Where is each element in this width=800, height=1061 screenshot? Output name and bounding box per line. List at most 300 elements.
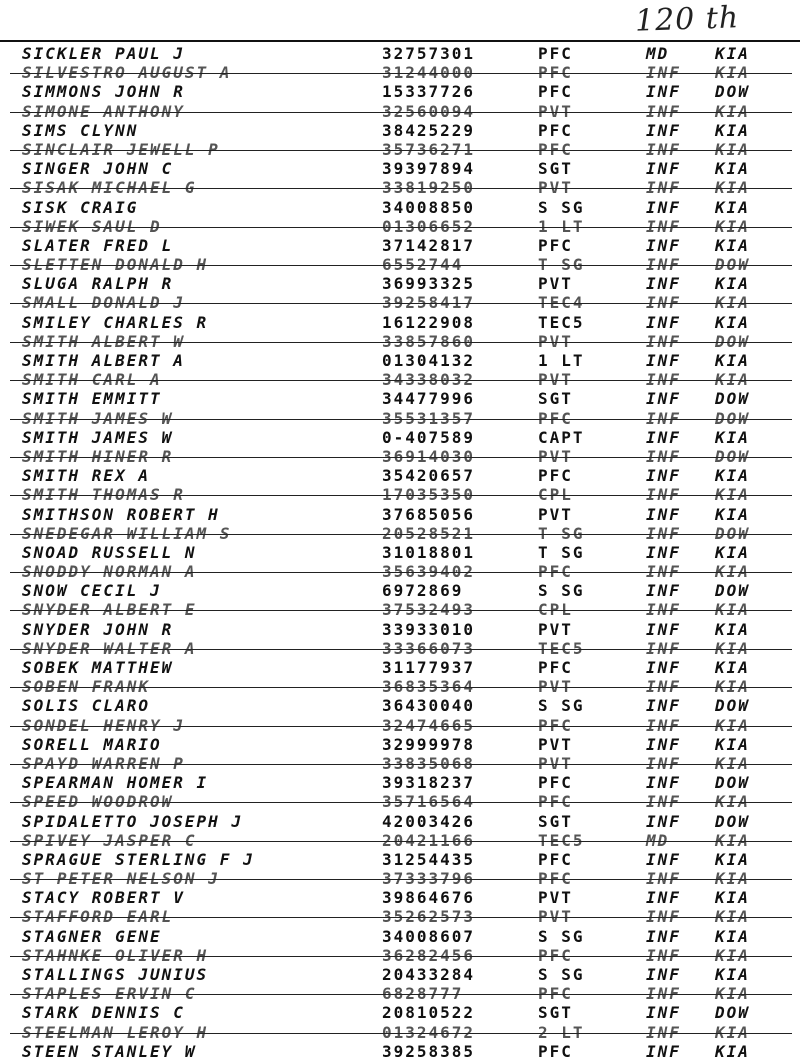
- serial-number: 36993325: [382, 274, 476, 294]
- branch-code: INF: [646, 255, 681, 275]
- casualty-status: KIA: [715, 504, 750, 524]
- soldier-name: STEEN STANLEY W: [22, 1041, 197, 1061]
- roster-row: [0, 255, 800, 274]
- roster-row: [0, 984, 800, 1003]
- rank: PFC: [538, 658, 573, 677]
- branch-code: INF: [646, 619, 681, 639]
- roster-row: [0, 63, 800, 82]
- rank: S SG: [538, 965, 585, 984]
- serial-number: 39864676: [382, 888, 476, 908]
- branch-code: INF: [646, 63, 681, 83]
- branch-code: INF: [646, 1041, 681, 1061]
- branch-code: INF: [646, 715, 681, 735]
- casualty-status: DOW: [715, 811, 750, 831]
- soldier-name: STEELMAN LEROY H: [22, 1022, 209, 1042]
- serial-number: 32757301: [382, 44, 476, 63]
- roster-row: [0, 639, 800, 658]
- branch-code: INF: [646, 888, 681, 908]
- casualty-status: KIA: [715, 120, 750, 140]
- serial-number: 35716564: [382, 792, 476, 812]
- casualty-status: KIA: [715, 370, 750, 390]
- rank: SGT: [538, 159, 573, 179]
- casualty-status: KIA: [715, 139, 750, 159]
- branch-code: INF: [646, 312, 681, 332]
- soldier-name: SINGER JOHN C: [22, 159, 174, 179]
- branch-code: INF: [646, 389, 681, 409]
- rank: PFC: [538, 63, 573, 83]
- rank: 1 LT: [538, 216, 585, 236]
- roster-row: [0, 82, 800, 101]
- serial-number: 34008850: [382, 197, 476, 217]
- soldier-name: SISAK MICHAEL G: [22, 178, 197, 198]
- roster-row: [0, 907, 800, 926]
- rank: PFC: [538, 408, 573, 428]
- branch-code: INF: [646, 370, 681, 390]
- roster-row: [0, 293, 800, 312]
- rank: TEC5: [538, 830, 585, 850]
- roster-row: [0, 543, 800, 562]
- roster-row: [0, 236, 800, 255]
- roster-row: [0, 773, 800, 792]
- rank: PFC: [538, 235, 573, 255]
- casualty-status: KIA: [715, 907, 750, 927]
- serial-number: 38425229: [382, 120, 476, 140]
- branch-code: INF: [646, 945, 681, 965]
- branch-code: INF: [646, 139, 681, 159]
- branch-code: INF: [646, 351, 681, 370]
- serial-number: 42003426: [382, 811, 476, 831]
- soldier-name: SILVESTRO AUGUST A: [22, 63, 232, 83]
- casualty-status: KIA: [715, 562, 750, 582]
- roster-row: [0, 581, 800, 600]
- casualty-status: KIA: [715, 619, 750, 639]
- soldier-name: SIMONE ANTHONY: [22, 101, 185, 121]
- rank: PVT: [538, 331, 573, 351]
- branch-code: INF: [646, 696, 681, 716]
- serial-number: 34008607: [382, 926, 476, 946]
- casualty-roster: [0, 44, 800, 1061]
- branch-code: INF: [646, 178, 681, 198]
- soldier-name: SNYDER WALTER A: [22, 638, 197, 658]
- serial-number: 6972869: [382, 581, 464, 601]
- casualty-status: KIA: [715, 542, 750, 562]
- roster-row: [0, 178, 800, 197]
- casualty-status: KIA: [715, 216, 750, 236]
- roster-row: [0, 389, 800, 408]
- casualty-status: DOW: [715, 581, 750, 601]
- branch-code: INF: [646, 446, 681, 466]
- branch-code: INF: [646, 293, 681, 313]
- roster-row: [0, 102, 800, 121]
- casualty-status: DOW: [715, 773, 750, 793]
- rank: SGT: [538, 389, 573, 409]
- rank: PVT: [538, 619, 573, 639]
- roster-row: [0, 198, 800, 217]
- casualty-status: KIA: [715, 427, 750, 447]
- serial-number: 31177937: [382, 658, 476, 677]
- roster-row: [0, 447, 800, 466]
- roster-row: [0, 1042, 800, 1061]
- soldier-name: SMALL DONALD J: [22, 293, 185, 313]
- roster-row: [0, 313, 800, 332]
- branch-code: INF: [646, 792, 681, 812]
- roster-row: [0, 409, 800, 428]
- casualty-status: KIA: [715, 63, 750, 83]
- rank: PFC: [538, 44, 573, 63]
- rank: SGT: [538, 1003, 573, 1023]
- rank: PVT: [538, 101, 573, 121]
- serial-number: 37685056: [382, 504, 476, 524]
- serial-number: 6828777: [382, 984, 464, 1004]
- soldier-name: SPRAGUE STERLING F J: [22, 849, 255, 869]
- soldier-name: SMITH REX A: [22, 466, 150, 486]
- soldier-name: SPAYD WARREN P: [22, 753, 185, 773]
- rank: PFC: [538, 562, 573, 582]
- branch-code: INF: [646, 542, 681, 562]
- roster-row: [0, 946, 800, 965]
- soldier-name: SPIDALETTO JOSEPH J: [22, 811, 244, 831]
- rank: PFC: [538, 792, 573, 812]
- roster-row: [0, 850, 800, 869]
- rank: PVT: [538, 734, 573, 754]
- rank: PFC: [538, 139, 573, 159]
- serial-number: 33835068: [382, 753, 476, 773]
- soldier-name: SLATER FRED L: [22, 235, 174, 255]
- roster-row: [0, 121, 800, 140]
- serial-number: 35262573: [382, 907, 476, 927]
- branch-code: INF: [646, 562, 681, 582]
- casualty-status: KIA: [715, 485, 750, 505]
- roster-row: [0, 831, 800, 850]
- serial-number: 20421166: [382, 830, 476, 850]
- soldier-name: SPEARMAN HOMER I: [22, 773, 209, 793]
- soldier-name: SOBEN FRANK: [22, 677, 150, 697]
- serial-number: 15337726: [382, 82, 476, 102]
- rank: T SG: [538, 255, 585, 275]
- branch-code: INF: [646, 849, 681, 869]
- serial-number: 36282456: [382, 945, 476, 965]
- rank: PFC: [538, 120, 573, 140]
- serial-number: 35420657: [382, 466, 476, 486]
- soldier-name: STAHNKE OLIVER H: [22, 945, 209, 965]
- rank: S SG: [538, 696, 585, 716]
- rank: CPL: [538, 600, 573, 620]
- serial-number: 20810522: [382, 1003, 476, 1023]
- casualty-status: KIA: [715, 792, 750, 812]
- page-header: [0, 0, 800, 44]
- serial-number: 36835364: [382, 677, 476, 697]
- branch-code: INF: [646, 331, 681, 351]
- roster-row: [0, 274, 800, 293]
- serial-number: 39318237: [382, 773, 476, 793]
- soldier-name: SMITH ALBERT W: [22, 331, 185, 351]
- serial-number: 33819250: [382, 178, 476, 198]
- casualty-status: KIA: [715, 178, 750, 198]
- roster-row: [0, 159, 800, 178]
- branch-code: INF: [646, 427, 681, 447]
- branch-code: INF: [646, 235, 681, 255]
- soldier-name: STACY ROBERT V: [22, 888, 185, 908]
- serial-number: 6552744: [382, 255, 464, 275]
- branch-code: INF: [646, 485, 681, 505]
- rank: TEC5: [538, 312, 585, 332]
- rank: 2 LT: [538, 1022, 585, 1042]
- casualty-status: KIA: [715, 197, 750, 217]
- roster-row: [0, 466, 800, 485]
- rank: PVT: [538, 888, 573, 908]
- roster-row: [0, 1003, 800, 1022]
- casualty-status: DOW: [715, 446, 750, 466]
- rank: S SG: [538, 197, 585, 217]
- serial-number: 37142817: [382, 235, 476, 255]
- soldier-name: SMITH JAMES W: [22, 408, 174, 428]
- serial-number: 31244000: [382, 63, 476, 83]
- soldier-name: SPIVEY JASPER C: [22, 830, 197, 850]
- branch-code: INF: [646, 1003, 681, 1023]
- roster-row: [0, 524, 800, 543]
- rank: 1 LT: [538, 351, 585, 370]
- serial-number: 33366073: [382, 638, 476, 658]
- serial-number: 01304132: [382, 351, 476, 370]
- rank: PFC: [538, 466, 573, 486]
- rank: PFC: [538, 773, 573, 793]
- casualty-status: KIA: [715, 869, 750, 889]
- casualty-status: DOW: [715, 331, 750, 351]
- soldier-name: SLUGA RALPH R: [22, 274, 174, 294]
- roster-row: [0, 927, 800, 946]
- casualty-status: KIA: [715, 466, 750, 486]
- rank: PVT: [538, 274, 573, 294]
- soldier-name: SLETTEN DONALD H: [22, 255, 209, 275]
- roster-row: [0, 600, 800, 619]
- branch-code: INF: [646, 926, 681, 946]
- branch-code: INF: [646, 984, 681, 1004]
- branch-code: INF: [646, 1022, 681, 1042]
- serial-number: 17035350: [382, 485, 476, 505]
- casualty-status: KIA: [715, 945, 750, 965]
- rank: PFC: [538, 869, 573, 889]
- casualty-status: KIA: [715, 715, 750, 735]
- soldier-name: STARK DENNIS C: [22, 1003, 185, 1023]
- rank: PFC: [538, 984, 573, 1004]
- roster-row: [0, 658, 800, 677]
- serial-number: 37532493: [382, 600, 476, 620]
- serial-number: 32560094: [382, 101, 476, 121]
- serial-number: 34477996: [382, 389, 476, 409]
- rank: PFC: [538, 1041, 573, 1061]
- rank: T SG: [538, 523, 585, 543]
- branch-code: INF: [646, 274, 681, 294]
- soldier-name: SIWEK SAUL D: [22, 216, 162, 236]
- rank: PFC: [538, 715, 573, 735]
- roster-row: [0, 965, 800, 984]
- soldier-name: SISK CRAIG: [22, 197, 139, 217]
- serial-number: 37333796: [382, 869, 476, 889]
- rank: PVT: [538, 677, 573, 697]
- branch-code: INF: [646, 408, 681, 428]
- soldier-name: SPEED WOODROW: [22, 792, 174, 812]
- casualty-status: DOW: [715, 255, 750, 275]
- soldier-name: SMITH EMMITT: [22, 389, 162, 409]
- branch-code: INF: [646, 120, 681, 140]
- roster-row: [0, 754, 800, 773]
- rank: PVT: [538, 370, 573, 390]
- rank: S SG: [538, 581, 585, 601]
- casualty-status: DOW: [715, 696, 750, 716]
- rank: PFC: [538, 945, 573, 965]
- branch-code: INF: [646, 734, 681, 754]
- casualty-status: KIA: [715, 965, 750, 984]
- serial-number: 0-407589: [382, 427, 476, 447]
- rank: TEC4: [538, 293, 585, 313]
- roster-row: [0, 888, 800, 907]
- casualty-status: KIA: [715, 351, 750, 370]
- casualty-status: DOW: [715, 389, 750, 409]
- serial-number: 35639402: [382, 562, 476, 582]
- serial-number: 20528521: [382, 523, 476, 543]
- casualty-status: KIA: [715, 926, 750, 946]
- serial-number: 35736271: [382, 139, 476, 159]
- branch-code: MD: [646, 830, 670, 850]
- branch-code: INF: [646, 965, 681, 984]
- serial-number: 39397894: [382, 159, 476, 179]
- soldier-name: SMITH ALBERT A: [22, 351, 185, 370]
- serial-number: 20433284: [382, 965, 476, 984]
- serial-number: 16122908: [382, 312, 476, 332]
- casualty-status: KIA: [715, 159, 750, 179]
- soldier-name: STAGNER GENE: [22, 926, 162, 946]
- roster-row: [0, 140, 800, 159]
- branch-code: INF: [646, 504, 681, 524]
- branch-code: INF: [646, 907, 681, 927]
- soldier-name: ST PETER NELSON J: [22, 869, 220, 889]
- casualty-status: KIA: [715, 1022, 750, 1042]
- casualty-status: KIA: [715, 600, 750, 620]
- roster-row: [0, 505, 800, 524]
- soldier-name: SMITHSON ROBERT H: [22, 504, 220, 524]
- serial-number: 01324672: [382, 1022, 476, 1042]
- roster-row: [0, 370, 800, 389]
- soldier-name: STAFFORD EARL: [22, 907, 174, 927]
- soldier-name: STAPLES ERVIN C: [22, 984, 197, 1004]
- serial-number: 32474665: [382, 715, 476, 735]
- soldier-name: SMITH JAMES W: [22, 427, 174, 447]
- serial-number: 01306652: [382, 216, 476, 236]
- branch-code: INF: [646, 869, 681, 889]
- rank: PVT: [538, 178, 573, 198]
- serial-number: 33857860: [382, 331, 476, 351]
- soldier-name: SIMS CLYNN: [22, 120, 139, 140]
- serial-number: 36914030: [382, 446, 476, 466]
- branch-code: INF: [646, 811, 681, 831]
- rank: TEC5: [538, 638, 585, 658]
- casualty-status: KIA: [715, 1041, 750, 1061]
- roster-row: [0, 869, 800, 888]
- serial-number: 35531357: [382, 408, 476, 428]
- branch-code: INF: [646, 216, 681, 236]
- serial-number: 31018801: [382, 542, 476, 562]
- rank: SGT: [538, 811, 573, 831]
- casualty-status: KIA: [715, 274, 750, 294]
- soldier-name: SNODDY NORMAN A: [22, 562, 197, 582]
- casualty-status: KIA: [715, 734, 750, 754]
- soldier-name: SNEDEGAR WILLIAM S: [22, 523, 232, 543]
- branch-code: INF: [646, 197, 681, 217]
- casualty-status: KIA: [715, 638, 750, 658]
- soldier-name: STALLINGS JUNIUS: [22, 965, 209, 984]
- rank: PVT: [538, 907, 573, 927]
- soldier-name: SNYDER ALBERT E: [22, 600, 197, 620]
- rank: PVT: [538, 446, 573, 466]
- casualty-status: KIA: [715, 849, 750, 869]
- soldier-name: SMITH HINER R: [22, 446, 174, 466]
- branch-code: INF: [646, 638, 681, 658]
- soldier-name: SMITH THOMAS R: [22, 485, 185, 505]
- branch-code: INF: [646, 159, 681, 179]
- serial-number: 33933010: [382, 619, 476, 639]
- roster-row: [0, 716, 800, 735]
- roster-row: [0, 677, 800, 696]
- branch-code: INF: [646, 581, 681, 601]
- casualty-status: DOW: [715, 82, 750, 102]
- serial-number: 31254435: [382, 849, 476, 869]
- roster-row: [0, 351, 800, 370]
- soldier-name: SICKLER PAUL J: [22, 44, 185, 63]
- casualty-status: KIA: [715, 830, 750, 850]
- casualty-status: DOW: [715, 523, 750, 543]
- rank: T SG: [538, 542, 585, 562]
- serial-number: 36430040: [382, 696, 476, 716]
- branch-code: INF: [646, 101, 681, 121]
- soldier-name: SMITH CARL A: [22, 370, 162, 390]
- roster-row: [0, 812, 800, 831]
- casualty-status: KIA: [715, 753, 750, 773]
- roster-row: [0, 620, 800, 639]
- roster-row: [0, 217, 800, 236]
- rank: CPL: [538, 485, 573, 505]
- roster-row: [0, 485, 800, 504]
- branch-code: MD: [646, 44, 670, 63]
- branch-code: INF: [646, 523, 681, 543]
- branch-code: INF: [646, 658, 681, 677]
- casualty-status: KIA: [715, 984, 750, 1004]
- roster-row: [0, 428, 800, 447]
- casualty-status: KIA: [715, 293, 750, 313]
- serial-number: 39258417: [382, 293, 476, 313]
- casualty-status: KIA: [715, 235, 750, 255]
- soldier-name: SINCLAIR JEWELL P: [22, 139, 220, 159]
- serial-number: 32999978: [382, 734, 476, 754]
- casualty-status: DOW: [715, 408, 750, 428]
- top-divider: [0, 40, 800, 42]
- rank: CAPT: [538, 427, 585, 447]
- roster-row: [0, 44, 800, 63]
- serial-number: 39258385: [382, 1041, 476, 1061]
- branch-code: INF: [646, 753, 681, 773]
- soldier-name: SNOAD RUSSELL N: [22, 542, 197, 562]
- soldier-name: SOLIS CLARO: [22, 696, 150, 716]
- casualty-status: KIA: [715, 101, 750, 121]
- roster-row: [0, 332, 800, 351]
- branch-code: INF: [646, 82, 681, 102]
- roster-row: [0, 792, 800, 811]
- casualty-status: KIA: [715, 312, 750, 332]
- branch-code: INF: [646, 677, 681, 697]
- handwritten-unit-annotation: 120 th: [634, 0, 740, 39]
- rank: PFC: [538, 82, 573, 102]
- branch-code: INF: [646, 773, 681, 793]
- soldier-name: SORELL MARIO: [22, 734, 162, 754]
